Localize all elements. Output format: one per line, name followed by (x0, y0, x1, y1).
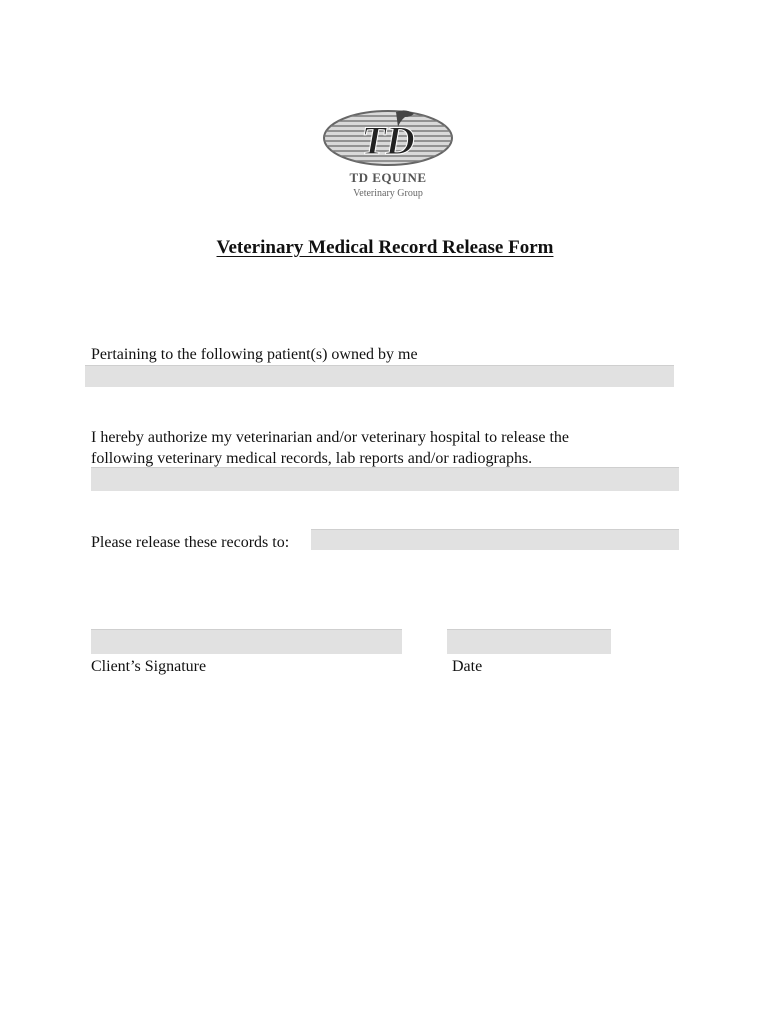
logo-mark-icon (318, 106, 458, 168)
release-to-label: Please release these records to: (91, 534, 290, 551)
authorize-text-line2: following veterinary medical records, lab reports and/or radiographs. (91, 450, 533, 467)
logo-mark-text: TD (361, 118, 415, 163)
signature-field[interactable] (91, 629, 402, 654)
signature-label: Client’s Signature (91, 658, 207, 675)
records-field[interactable] (91, 467, 679, 491)
release-to-field[interactable] (311, 529, 679, 550)
patient-label: Pertaining to the following patient(s) owned by me (91, 346, 418, 363)
logo-name: TD EQUINE (349, 170, 427, 185)
date-label: Date (452, 658, 483, 675)
td-equine-logo (318, 106, 458, 206)
patient-field[interactable] (85, 365, 674, 387)
date-field[interactable] (447, 629, 611, 654)
logo-subtitle: Veterinary Group (353, 188, 423, 199)
form-title: Veterinary Medical Record Release Form (216, 237, 554, 258)
authorize-text-line1: I hereby authorize my veterinarian and/or veterinary hospital to release the (91, 429, 570, 446)
